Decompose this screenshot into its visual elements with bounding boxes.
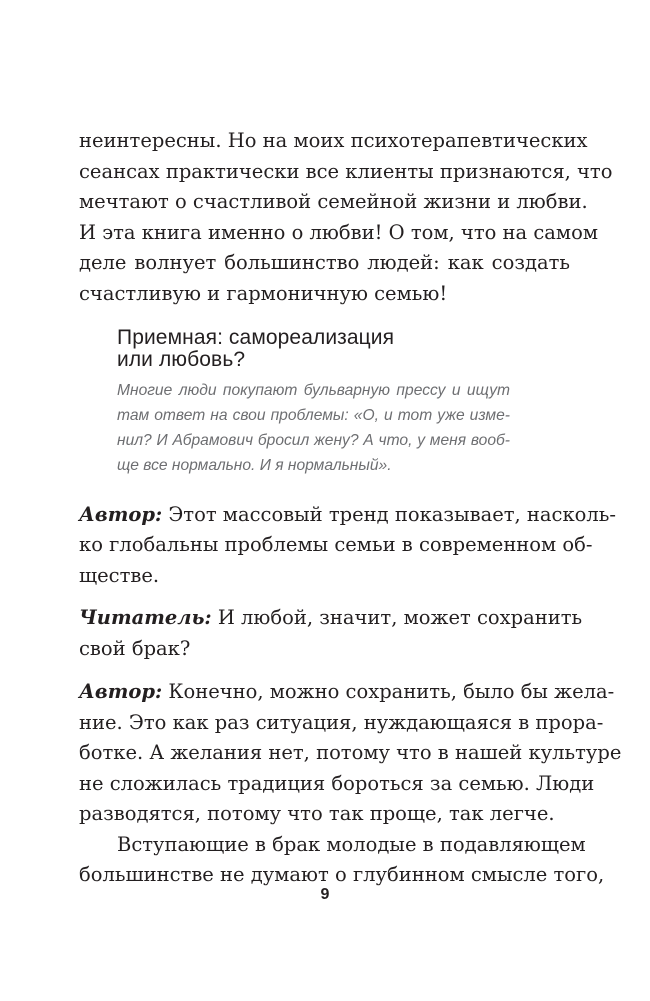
dialogue-text: И любой, значит, может сохранить	[211, 606, 583, 629]
speaker-label: Читатель:	[79, 606, 212, 629]
text-line: большинстве не думают о глубинном смысле того,	[79, 863, 605, 886]
text-line: Вступающие в брак молодые в подавляющем	[117, 833, 586, 856]
text-line: мечтают о счастливой семейной жизни и любви.	[79, 190, 588, 213]
text-line: разводятся, потому что так проще, так легче.	[79, 802, 555, 825]
speaker-label: Автор:	[79, 503, 163, 526]
epigraph-line: нил? И Абрамович бросил жену? А что, у меня вооб-	[117, 432, 510, 449]
page-number: 9	[320, 886, 330, 903]
heading-line: или любовь?	[117, 348, 246, 371]
text-line: свой брак?	[79, 637, 191, 660]
dialogue-first-line	[79, 503, 616, 526]
text-line: ко глобальны проблемы семьи в современном об-	[79, 533, 593, 556]
text-line: И эта книга именно о любви! О том, что на самом	[79, 221, 598, 244]
text-line: ние. Это как раз ситуация, нуждающаяся в прора-	[79, 711, 604, 734]
text-line: неинтересны. Но на моих психотерапевтических	[79, 129, 588, 152]
speaker-label: Автор:	[79, 680, 163, 703]
text-line: ботке. А желания нет, потому что в нашей культуре	[79, 741, 622, 764]
dialogue-first-line	[79, 606, 583, 629]
epigraph-line: Многие люди покупают бульварную прессу и ищут	[117, 382, 510, 399]
dialogue-text: Конечно, можно сохранить, было бы жела-	[162, 680, 615, 703]
text-line: не сложилась традиция бороться за семью. Люди	[79, 772, 595, 795]
dialogue-text: Этот массовый тренд показывает, насколь-	[162, 503, 616, 526]
text-line: сеансах практически все клиенты признаются, что	[79, 160, 613, 183]
text-line: счастливую и гармоничную семью!	[79, 282, 448, 305]
heading-line: Приемная: самореализация	[117, 326, 395, 349]
epigraph-line: там ответ на свои проблемы: «О, и тот уже изме-	[117, 407, 510, 424]
text-line: деле волнует большинство людей: как создать	[79, 251, 570, 274]
dialogue-first-line	[79, 680, 615, 703]
text-line: ществе.	[79, 564, 160, 587]
epigraph-line: ще все нормально. И я нормальный».	[117, 457, 392, 474]
